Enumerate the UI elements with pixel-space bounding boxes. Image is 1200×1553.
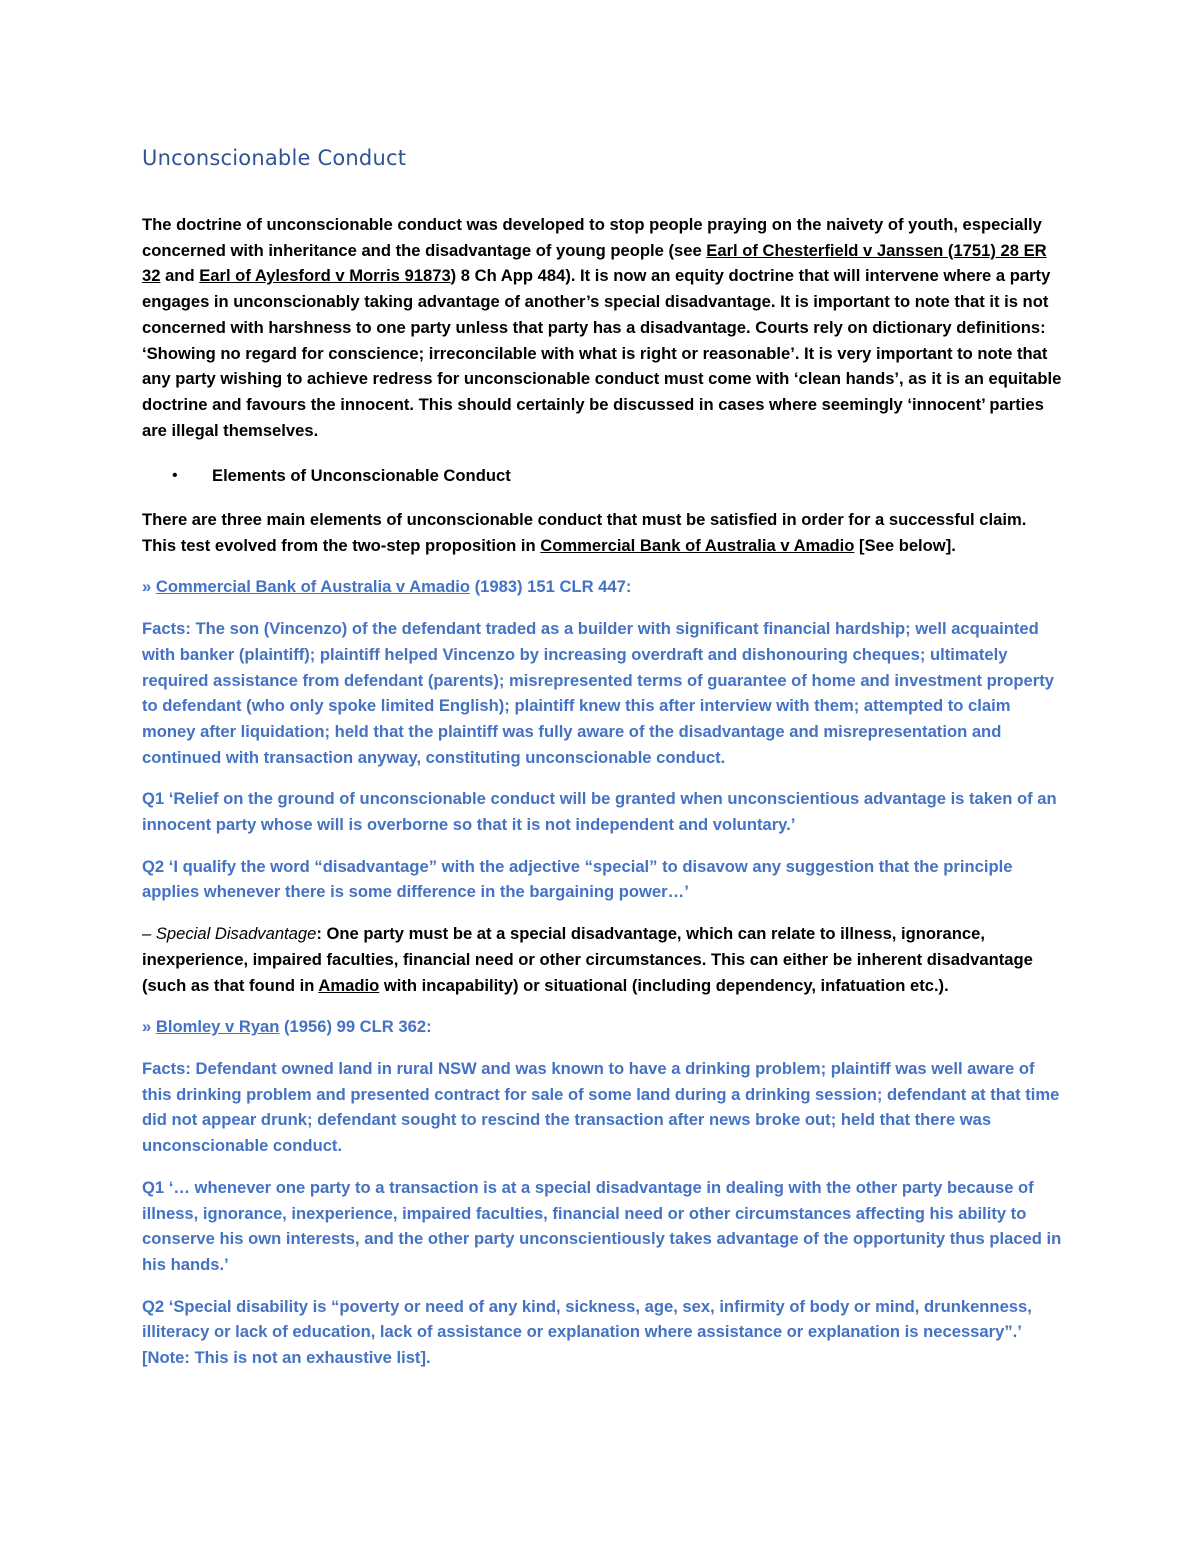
document-title: Unconscionable Conduct [142,146,407,170]
special-disadvantage-paragraph [142,921,1062,998]
amadio-heading [142,574,1062,600]
special-label: Special Disadvantage [155,924,317,944]
amadio-prefix: » [142,577,156,597]
special-text-1: : One party must be at a special disadvantage, which can relate to illness, ignorance, inexperience, impaired faculties, financial need or other circumstances. This can either be inherent disadvantage (such as that found in [142,924,1033,995]
bullet-heading-text: Elements of Unconscionable Conduct [212,466,511,486]
special-dash: – [142,924,156,944]
blomley-facts: Facts: Defendant owned land in rural NSW and was known to have a drinking problem; plaintiff was well aware of this drinking problem and presented contract for sale of some land during a drinking session; defendant at that time did not appear drunk; defendant sought to rescind the transaction after news broke out; held that there was unconscionable conduct. [142,1058,1060,1156]
elements-paragraph [142,507,1062,558]
amadio-quote-1: Q1 ‘Relief on the ground of unconscionable conduct will be granted when unconscientious advantage is taken of an innocent party whose will is overborne so that it is not independent and voluntary.’ [142,789,1057,835]
blomley-citation: (1956) 99 CLR 362: [279,1017,432,1037]
case-link-amadio-short[interactable]: Amadio [318,975,380,995]
document-page [142,146,1062,1387]
intro-paragraph [142,212,1062,443]
bullet-heading [172,463,1062,489]
elements-text-2: [See below]. [854,535,956,555]
blomley-quote-2: Q2 ‘Special disability is “poverty or need of any kind, sickness, age, sex, infirmity of body or mind, drunkenness, illiteracy or lack of education, lack of assistance or explanation where assistance or explanation is necessary”.’ [Note: This is not an exhaustive list]. [142,1296,1032,1368]
case-link-amadio-inline[interactable]: Commercial Bank of Australia v Amadio [540,535,855,555]
amadio-facts: Facts: The son (Vincenzo) of the defendant traded as a builder with significant financial hardship; well acquainted with banker (plaintiff); plaintiff helped Vincenzo by increasing overdraft and dishonouring cheques; ultimately required assistance from defendant (parents); misrepresented terms of guarantee of home and investment property to defendant (who only spoke limited English); plaintiff knew this after interview with them; attempted to claim money after liquidation; held that the plaintiff was fully aware of the disadvantage and misrepresentation and continued with transaction anyway, constituting unconscionable conduct. [142,619,1054,767]
intro-text-2: and [160,266,200,286]
blomley-prefix: » [142,1017,156,1037]
amadio-citation: (1983) 151 CLR 447: [469,577,632,597]
blomley-heading [142,1014,1062,1040]
intro-text-3: ) 8 Ch App 484). It is now an equity doctrine that will intervene where a party engages in unconscionably taking advantage of another’s special disadvantage. It is important to note that it is not concerned with harshness to one party unless that party has a disadvantage. Courts rely on dictionary definitions: ‘Showing no regard for conscience; irreconcilable with what is right or reasonable’. It is very important to note that any party wishing to achieve redress for unconscionable conduct must come with ‘clean hands’, as it is an equitable doctrine and favours the innocent. This should certainly be discussed in cases where seemingly ‘innocent’ parties are illegal themselves. [142,266,1062,440]
elements-text-1: There are three main elements of unconscionable conduct that must be satisfied in order for a successful claim. This test evolved from the two-step proposition in [142,510,1027,555]
case-link-chesterfield[interactable]: Earl of Chesterfield v Janssen (1751) 28 ER 32 [142,240,1047,286]
blomley-quote-1: Q1 ‘… whenever one party to a transaction is at a special disadvantage in dealing with the other party because of illness, ignorance, inexperience, impaired faculties, financial need or other circumstances affecting his ability to conserve his own interests, and the other party unconscientiously takes advantage of the opportunity thus placed in his hands.’ [142,1177,1062,1274]
case-link-blomley[interactable]: Blomley v Ryan [155,1017,280,1037]
case-link-amadio[interactable]: Commercial Bank of Australia v Amadio [155,577,470,597]
intro-text-1: The doctrine of unconscionable conduct was developed to stop people praying on the naivety of youth, especially concerned with inheritance and the disadvantage of young people (see [142,215,1042,260]
case-link-aylesford[interactable]: Earl of Aylesford v Morris 91873 [199,266,451,286]
special-text-2: with incapability) or situational (including dependency, infatuation etc.). [379,975,949,995]
amadio-quote-2: Q2 ‘I qualify the word “disadvantage” with the adjective “special” to disavow any suggestion that the principle applies whenever there is some difference in the bargaining power…’ [142,856,1013,902]
bullet-icon: • [172,467,178,485]
